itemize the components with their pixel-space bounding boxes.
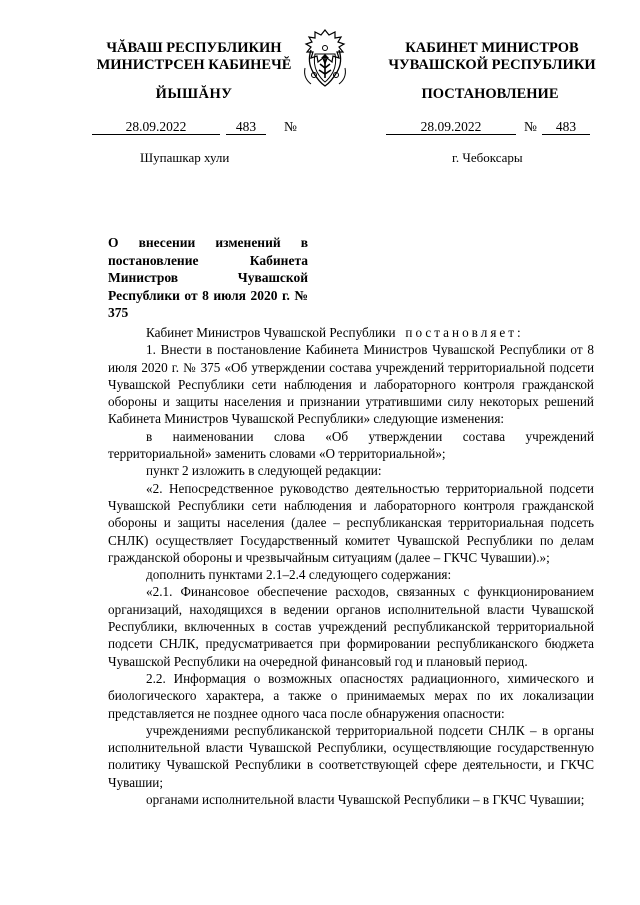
paragraph: в наименовании слова «Об утверждении состава учреждений территориальной» заменить словами «О территориальной»;	[108, 428, 594, 462]
intro-verb: постановляет:	[405, 325, 524, 340]
left-title-line1: ЧĂВАШ РЕСПУБЛИКИН	[106, 40, 282, 56]
right-title-line1: КАБИНЕТ МИНИСТРОВ	[405, 40, 579, 56]
intro-paragraph	[108, 324, 594, 341]
left-document-kind: ЙЫШĂНУ	[155, 86, 233, 102]
header-left-title	[78, 40, 310, 74]
paragraph: органами исполнительной власти Чувашской Республики – в ГКЧС Чувашии;	[146, 792, 585, 808]
right-date: 28.09.2022	[386, 119, 516, 135]
right-title-line2: ЧУВАШСКОЙ РЕСПУБЛИКИ	[388, 57, 596, 73]
paragraph: 2.2. Информация о возможных опасностях радиационного, химического и биологического характера, а также о принимаемых мерах по их локализации представляется не позднее одного часа после обнаружения опасности:	[108, 670, 594, 721]
paragraph: 1. Внести в постановление Кабинета Министров Чувашской Республики от 8 июля 2020 г. № 375 «Об утверждении состава учреждений территориальной подсети Чувашской Республики сети наблюдения и лабораторного контроля гражданской обороны и защиты населения и признании утратившими силу некоторых решений Кабинета Министров Чувашской Республики» следующие изменения:	[108, 342, 594, 427]
right-number-sign: №	[524, 119, 537, 134]
left-date: 28.09.2022	[92, 119, 220, 135]
right-number: 483	[542, 119, 590, 135]
paragraph: пункт 2 изложить в следующей редакции:	[146, 463, 382, 479]
paragraph: дополнить пунктами 2.1–2.4 следующего содержания:	[146, 567, 452, 583]
paragraph: учреждениями республиканской территориальной подсети СНЛК – в органы исполнительной власти Чувашской Республики, осуществляющие государственную политику Чувашской Республики в соответствующей сфере деятельности, и ГКЧС Чувашии;	[108, 722, 594, 790]
right-date-number-row	[0, 119, 640, 135]
document-title: О внесении изменений в постановление Кабинета Министров Чувашской Республики от 8 июля 2020 г. № 375	[108, 235, 308, 320]
right-city: г. Чебоксары	[452, 150, 523, 165]
left-number-sign: №	[284, 119, 297, 134]
left-city: Шупашкар хули	[140, 150, 230, 165]
right-document-kind: ПОСТАНОВЛЕНИЕ	[421, 86, 559, 102]
document-body	[108, 324, 594, 808]
intro-text: Кабинет Министров Чувашской Республики	[146, 325, 396, 340]
left-title-line2: МИНИСТРСЕН КАБИНЕЧĔ	[96, 57, 292, 73]
paragraph: «2. Непосредственное руководство деятельностью территориальной подсети Чувашской Республики сети наблюдения и лабораторного контроля гражданской обороны и защиты населения (далее – республиканская территориальная подсеть СНЛК) осуществляет Государственный комитет Чувашской Республики по делам гражданской обороны и чрезвычайным ситуациям (далее – ГКЧС Чувашии).»;	[108, 480, 594, 565]
coat-of-arms-icon	[299, 28, 351, 90]
header-right-title	[372, 40, 612, 74]
paragraph: «2.1. Финансовое обеспечение расходов, связанных с функционированием организаций, находящихся в ведении органов исполнительной власти Чувашской Республики, включенных в состав учреждений республиканской территориальной подсети СНЛК, предусматривается при формировании республиканского бюджета Чувашской Республики на очередной финансовый год и плановый период.	[108, 584, 594, 669]
left-number: 483	[226, 119, 266, 135]
